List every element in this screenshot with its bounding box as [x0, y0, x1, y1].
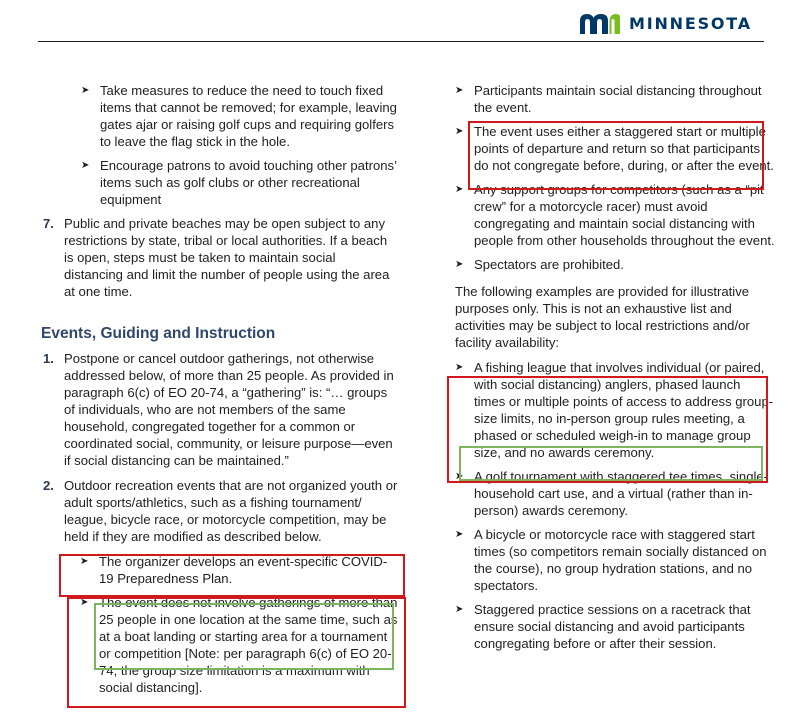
list-item — [455, 359, 775, 461]
arrow-bullet-icon: ➤ — [455, 604, 464, 615]
bullet-text: The organizer develops an event-specific COVID-19 Preparedness Plan. — [99, 554, 388, 586]
arrow-bullet-icon: ➤ — [455, 184, 464, 195]
bullet-text: Participants maintain social distancing throughout the event. — [474, 83, 762, 115]
header-divider — [38, 41, 764, 42]
arrow-bullet-icon: ➤ — [455, 362, 464, 373]
arrow-bullet-icon: ➤ — [81, 160, 90, 171]
arrow-bullet-icon: ➤ — [455, 529, 464, 540]
bullet-text: The event uses either a staggered start or multiple points of departure and return so that participants do not congregate before, during, or after the event. — [474, 124, 774, 173]
section-heading: Events, Guiding and Instruction — [41, 325, 276, 342]
bullet-text: Spectators are prohibited. — [474, 257, 624, 272]
list-item — [81, 82, 398, 150]
numbered-item — [40, 477, 398, 545]
arrow-bullet-icon: ➤ — [80, 597, 89, 608]
bullet-text: A golf tournament with staggered tee times, single-household cart use, and a virtual (rather than in-person) awards ceremony. — [474, 469, 769, 518]
examples-intro: The following examples are provided for illustrative purposes only. This is not an exhaustive list and activities may be subject to local restrictions and/or facility availability: — [455, 284, 750, 350]
list-item — [455, 256, 775, 273]
logo-text: MINNESOTA — [629, 14, 752, 33]
bullet-text: A bicycle or motorcycle race with staggered start times (so competitors remain socially distanced on the course), no group hydration stations, and no spectators. — [474, 527, 767, 593]
right-column — [455, 82, 775, 659]
item-text: Outdoor recreation events that are not organized youth or adult sports/athletics, such as a fishing tournament/ league, bicycle race, or motorcycle competition, may be held if they are modified as described below. — [64, 478, 398, 544]
list-item — [455, 468, 775, 519]
arrow-bullet-icon: ➤ — [455, 126, 464, 137]
item-text: Postpone or cancel outdoor gatherings, not otherwise addressed below, of more than 25 people. As provided in paragraph 6(c) of EO 20-74, a “gathering” is: “… groups of individuals, who are not members of the same household, congregated together for a common or coordinated social, community, or leisure purpose—even if social distancing can be maintained.” — [64, 351, 394, 468]
item-number: 2. — [43, 478, 54, 493]
arrow-bullet-icon: ➤ — [455, 259, 464, 270]
list-item — [80, 553, 398, 587]
list-item — [455, 526, 775, 594]
left-column — [40, 82, 398, 703]
bullet-text: The event does not involve gatherings of more than 25 people in one location at the same time, such as at a boat landing or starting area for a tournament or competition [Note: per paragraph 6(c) of EO 20-74, the group size limitation is a maximum with social distancing]. — [99, 595, 398, 695]
minnesota-m-logo-icon — [579, 13, 621, 35]
item-text: Public and private beaches may be open subject to any restrictions by state, tribal or local authorities. If a beach is open, steps must be taken to maintain social distancing and limit the number of people using the area at one time. — [64, 216, 390, 299]
list-item — [455, 601, 775, 652]
bullet-text: Any support groups for competitors (such as a “pit crew” for a motorcycle racer) must avoid congregating and maintain social distancing with people from other households throughout the event. — [474, 182, 775, 248]
numbered-item — [40, 350, 398, 469]
bullet-text: Staggered practice sessions on a racetrack that ensure social distancing and avoid participants congregating before or after their session. — [474, 602, 751, 651]
list-item — [455, 123, 775, 174]
list-item — [80, 594, 398, 696]
arrow-bullet-icon: ➤ — [455, 85, 464, 96]
bullet-text: A fishing league that involves individual (or paired, with social distancing) anglers, phased launch times or multiple points of access to address group-size limits, no in-person group rules meeting, a phased or scheduled weigh-in to manage group size, and no awards ceremony. — [474, 360, 774, 460]
list-item — [81, 157, 398, 208]
bullet-text: Encourage patrons to avoid touching other patrons’ items such as golf clubs or other recreational equipment — [100, 158, 397, 207]
numbered-item — [40, 215, 398, 300]
arrow-bullet-icon: ➤ — [80, 556, 89, 567]
item-number: 7. — [43, 216, 54, 231]
list-item — [455, 181, 775, 249]
arrow-bullet-icon: ➤ — [81, 85, 90, 96]
item-number: 1. — [43, 351, 54, 366]
minnesota-logo — [579, 13, 752, 35]
list-item — [455, 82, 775, 116]
arrow-bullet-icon: ➤ — [455, 471, 464, 482]
bullet-text: Take measures to reduce the need to touch fixed items that cannot be removed; for example, leaving gates ajar or raising golf cups and requiring golfers to leave the flag stick in the hole. — [100, 83, 397, 149]
